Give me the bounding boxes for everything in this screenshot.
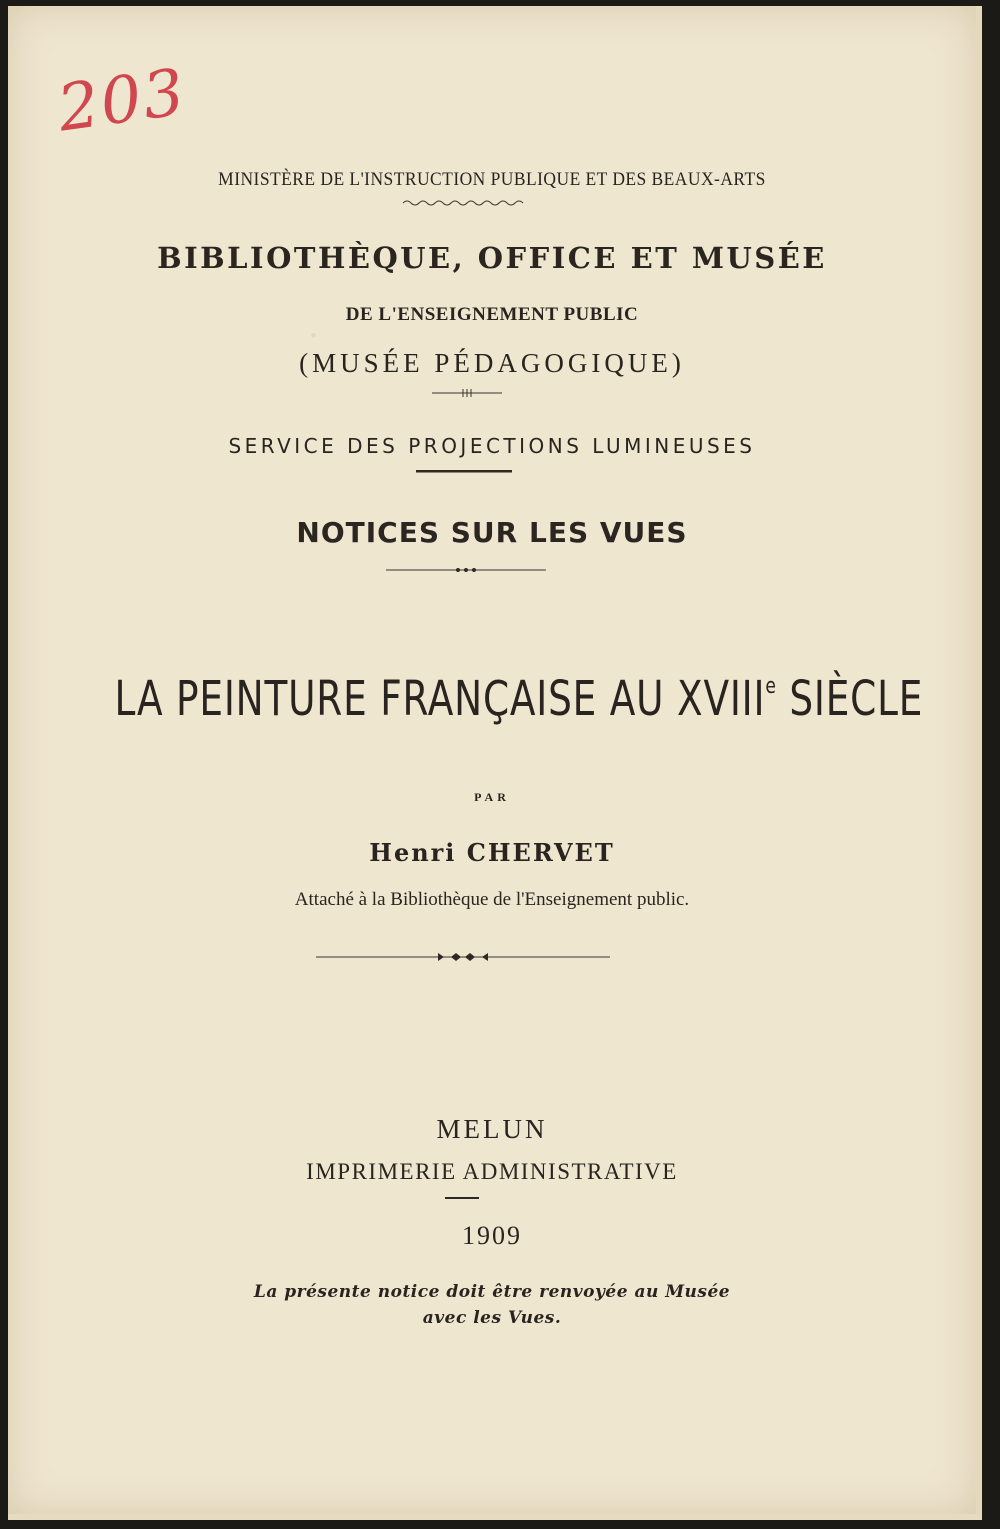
title-end: SIÈCLE [776,671,924,727]
institution-title: BIBLIOTHÈQUE, OFFICE ET MUSÉE [157,241,827,275]
short-rule [445,1197,479,1200]
imprint-city: MELUN [436,1114,548,1144]
by-label: PAR [474,790,510,804]
wavy-rule-ornament [401,198,531,208]
title-main: LA PEINTURE FRANÇAISE AU XVIII [114,671,766,727]
show-through-text: · [308,316,325,356]
section-heading: NOTICES SUR LES VUES [296,516,688,549]
document-title [114,671,924,727]
museum-name: (MUSÉE PÉDAGOGIQUE) [299,348,685,378]
imprint-year: 1909 [462,1221,522,1250]
imprint-printer: IMPRIMERIE ADMINISTRATIVE [306,1159,678,1184]
service-line: SERVICE DES PROJECTIONS LUMINEUSES [228,434,756,458]
handwritten-number: 203 [53,55,191,147]
return-notice-line-2: avec les Vues. [422,1308,562,1328]
institution-subtitle: DE L'ENSEIGNEMENT PUBLIC [345,304,639,325]
title-superscript: e [765,674,777,699]
return-notice-line-1: La présente notice doit être renvoyée au Musée [253,1282,731,1302]
author-name: Henri CHERVET [369,838,615,867]
ministry-line: MINISTÈRE DE L'INSTRUCTION PUBLIQUE ET DES BEAUX-ARTS [218,169,766,190]
author-affiliation: Attaché à la Bibliothèque de l'Enseignement public. [294,889,690,910]
small-rule-ornament [432,388,502,398]
thick-rule [416,470,512,474]
diamond-rule-ornament [316,950,610,964]
document-page [8,6,982,1520]
dotted-rule-ornament [386,564,546,576]
